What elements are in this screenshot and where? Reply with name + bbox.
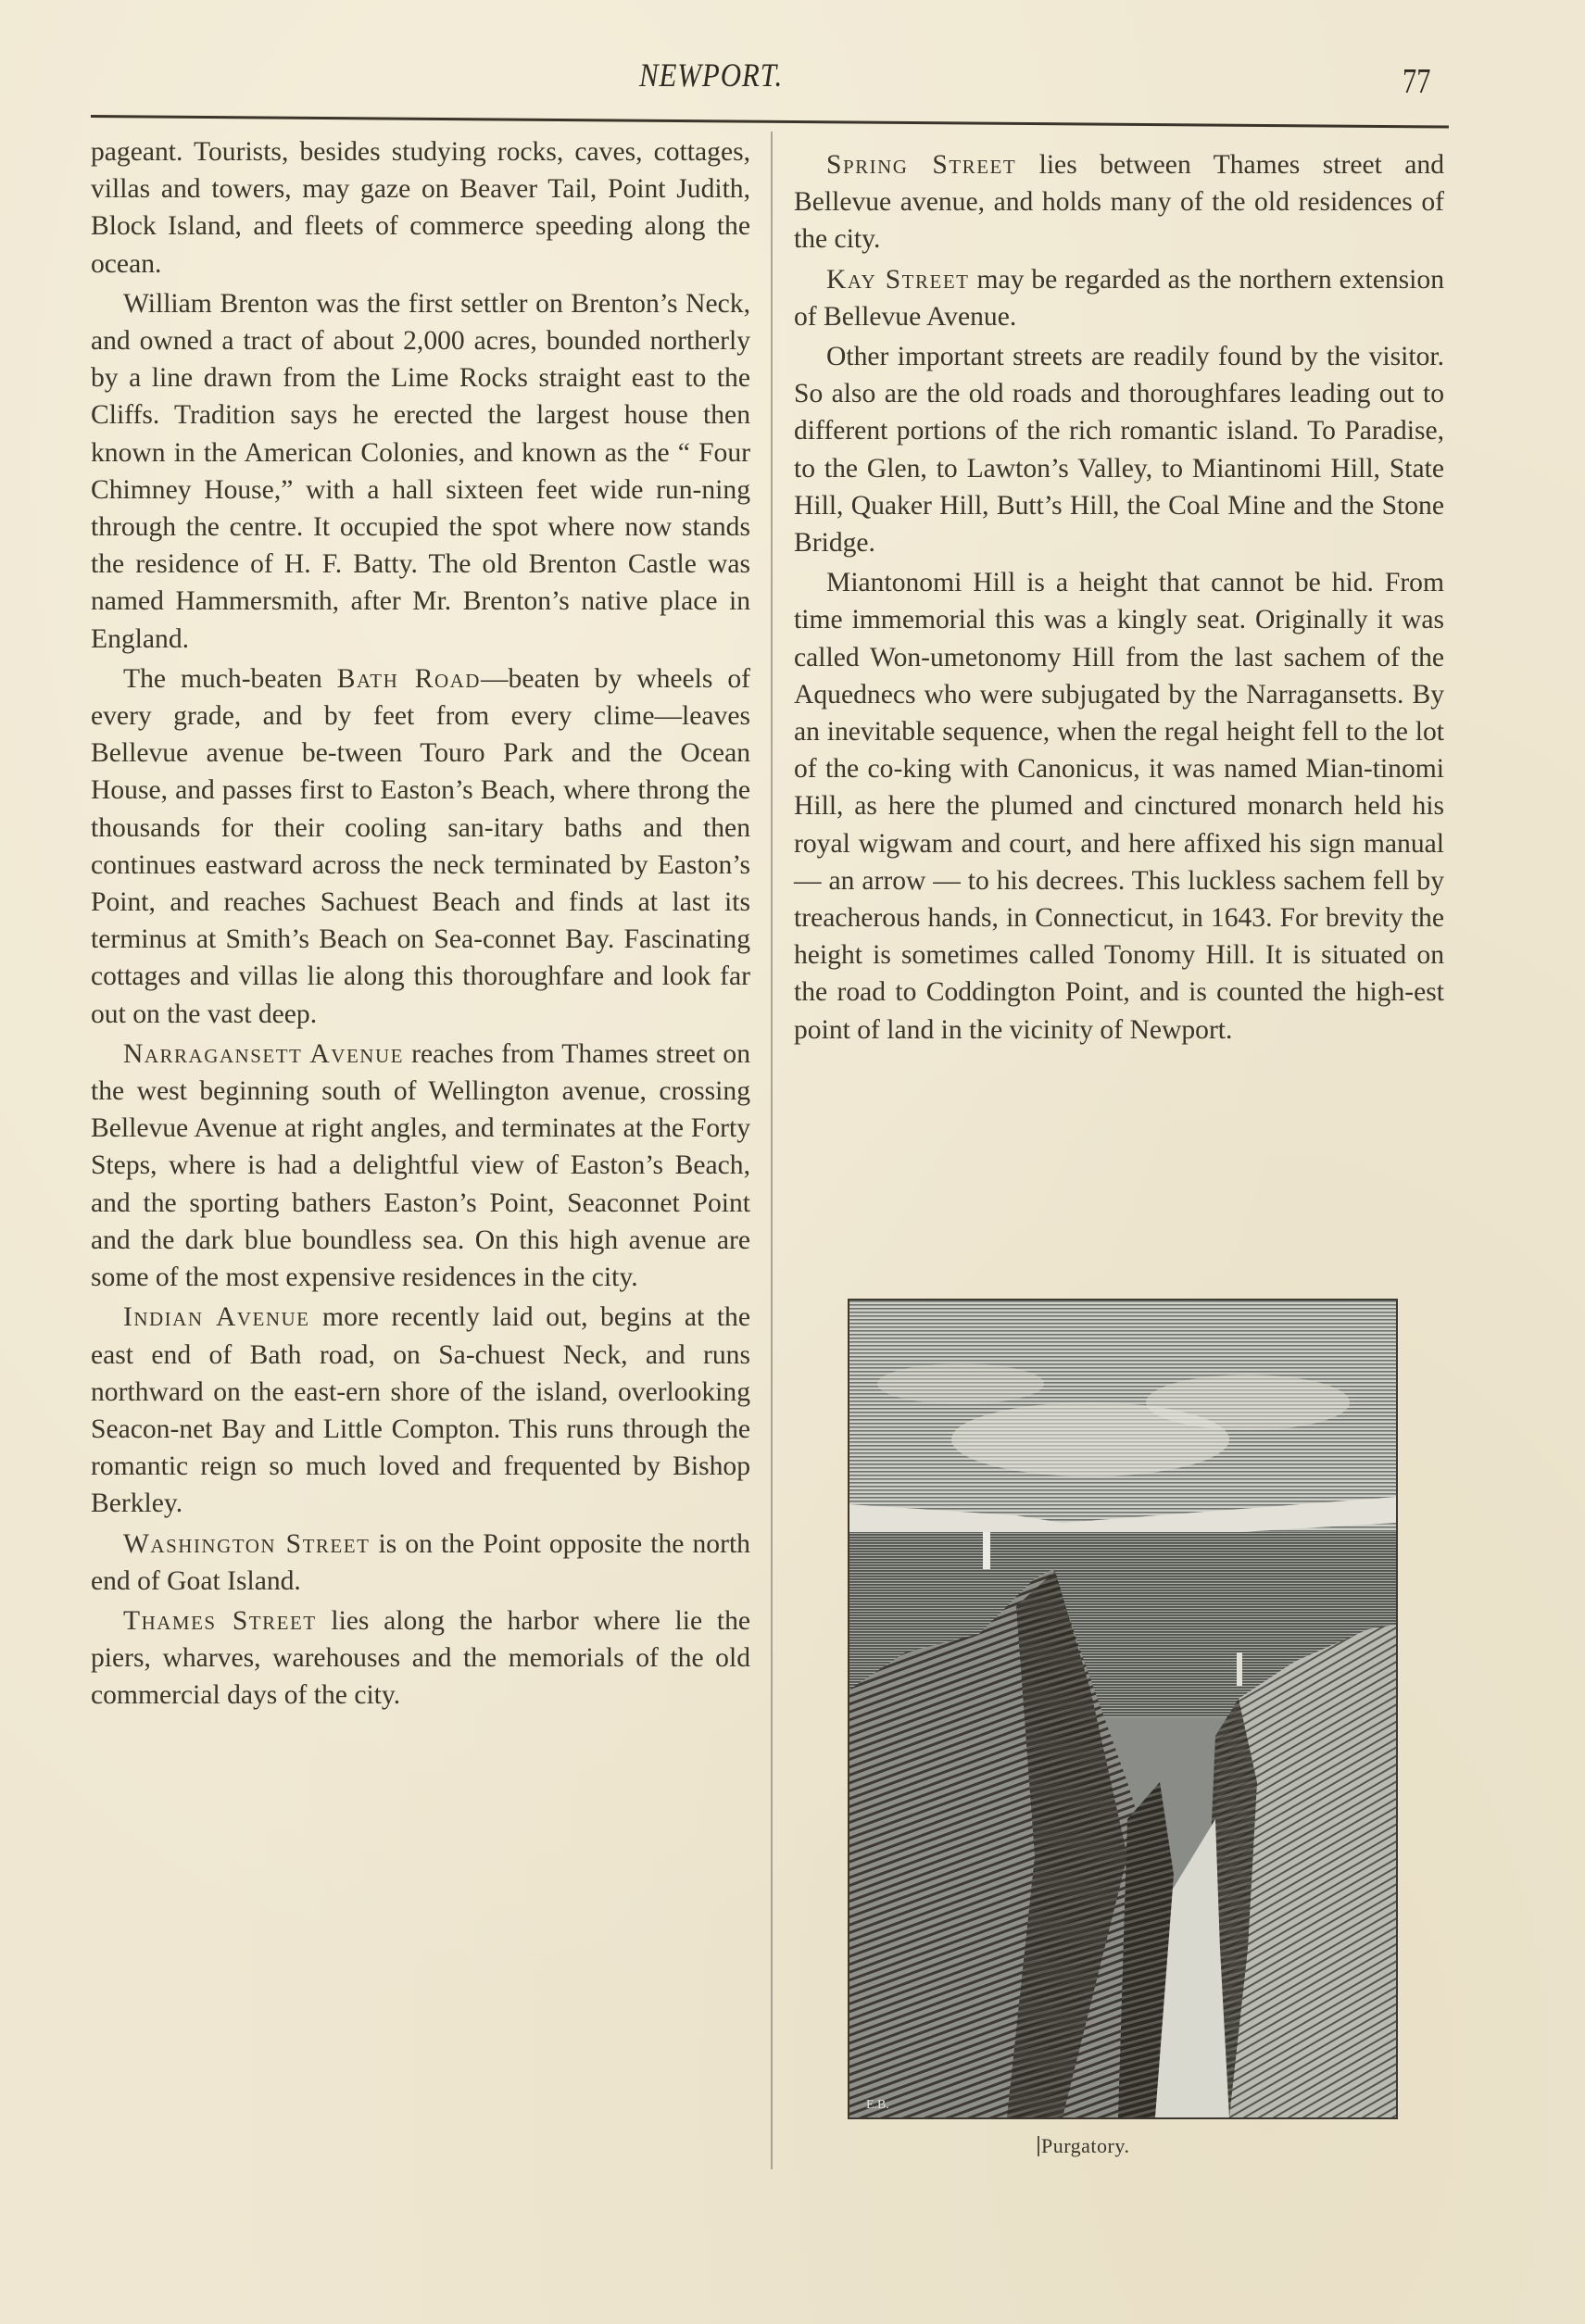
street-name: Washington Street bbox=[123, 1528, 371, 1559]
paragraph-indian-avenue: Indian Avenue more recently laid out, begins at the east end of Bath road, on Sa-chuest Neck, and runs northward on the east-ern shore of the island, overlooking Seacon-net Bay and Little Compton. This runs through the romantic reign so much loved and frequented by Bishop Berkley. bbox=[91, 1302, 750, 1519]
paragraph-narragansett-avenue: Narragansett Avenue reaches from Thames street on the west beginning south of Wellington avenue, crossing Bellevue Avenue at right angles, and terminates at the Forty Steps, where is had a delightful view of Easton’s Beach, and the sporting bathers Easton’s Point, Seaconnet Point and the dark blue boundless sea. On this high avenue are some of the most expensive residences in the city. bbox=[91, 1038, 750, 1293]
cloud bbox=[1146, 1375, 1350, 1430]
right-column bbox=[794, 146, 1444, 1051]
lighthouse bbox=[983, 1532, 990, 1569]
paragraph-washington-street: Washington Street is on the Point opposite the north end of Goat Island. bbox=[91, 1528, 750, 1596]
engraving-purgatory bbox=[848, 1299, 1398, 2119]
paragraph-miantonomi-hill: Miantonomi Hill is a height that cannot be hid. From time immemorial this was a kingly seat. Originally it was called Won-umetonomy Hill from the last sachem of the Aquednecs who were subjugated by the Narragansetts. By an inevitable sequence, when the regal height fell to the lot of the co-king with Canonicus, it was named Mian-tinomi Hill, as here the plumed and cinctured monarch held his royal wigwam and court, and here affixed his sign manual — an arrow — to his decrees. This luckless sachem fell by treacherous hands, in Connecticut, in 1643. For brevity the height is sometimes called Tonomy Hill. It is situated on the road to Coddington Point, and is counted the high-est point of land in the vicinity of Newport. bbox=[794, 568, 1444, 1045]
paragraph-bath-road: The much-beaten Bath Road—beaten by wheels of every grade, and by feet from every clime—leaves Bellevue avenue be-tween Touro Park and the Ocean House, and passes first to Easton’s Beach, where throng the thousands for their cooling san-itary baths and then continues eastward across the neck terminated by Easton’s Point, and reaches Sachuest Beach and finds at last its terminus at Smith’s Beach on Sea-connet Bay. Fascinating cottages and villas lie along this thoroughfare and look far out on the vast deep. bbox=[91, 663, 750, 1029]
paragraph: William Brenton was the first settler on Brenton’s Neck, and owned a tract of about 2,000 acres, bounded northerly by a line drawn from the Lime Rocks straight east to the Cliffs. Tradition says he erected the largest house then known in the American Colonies, and known as the “ Four Chimney House,” with a hall sixteen feet wide run-ning through the centre. It occupied the spot where now stands the residence of H. F. Batty. The old Brenton Castle was named Hammersmith, after Mr. Brenton’s native place in England. bbox=[91, 288, 750, 654]
caption-mark bbox=[1038, 2136, 1039, 2156]
street-name: Narragansett Avenue bbox=[123, 1038, 404, 1069]
paragraph-spring-street: Spring Street lies between Thames street and Bellevue avenue, and holds many of the old residences of the city. bbox=[794, 150, 1444, 255]
paragraph: pageant. Tourists, besides studying rocks, caves, cottages, villas and towers, may gaze on Beaver Tail, Point Judith, Block Island, and fleets of commerce speeding along the ocean. bbox=[91, 137, 750, 279]
paragraph-kay-street: Kay Street may be regarded as the northern extension of Bellevue Avenue. bbox=[794, 264, 1444, 332]
street-name: Kay Street bbox=[826, 264, 970, 295]
engraver-initials: E.B. bbox=[866, 2098, 889, 2112]
paragraph-thames-street: Thames Street lies along the harbor where lie the piers, wharves, warehouses and the memorials of the old commercial days of the city. bbox=[91, 1605, 750, 1711]
street-name: Bath Road bbox=[336, 663, 481, 694]
page-number: 77 bbox=[1403, 62, 1431, 101]
person-figure bbox=[1237, 1652, 1242, 1686]
street-name: Indian Avenue bbox=[123, 1302, 310, 1333]
running-head bbox=[0, 54, 1585, 109]
left-column bbox=[91, 133, 750, 1717]
street-name: Thames Street bbox=[123, 1605, 317, 1636]
running-title: NEWPORT. bbox=[639, 57, 784, 94]
cloud bbox=[877, 1363, 1044, 1404]
caption-text: Purgatory. bbox=[1041, 2134, 1130, 2157]
paragraph: Other important streets are readily found by the visitor. So also are the old roads and thoroughfares leading out to different portions of the rich romantic island. To Paradise, to the Glen, to Lawton’s Valley, to Miantinomi Hill, State Hill, Quaker Hill, Butt’s Hill, the Coal Mine and the Stone Bridge. bbox=[794, 342, 1444, 559]
figure-caption bbox=[1038, 2134, 1129, 2158]
engraving-illustration bbox=[849, 1300, 1396, 2117]
street-name: Spring Street bbox=[826, 150, 1017, 180]
header-rule bbox=[91, 115, 1449, 129]
column-divider bbox=[771, 132, 773, 2169]
